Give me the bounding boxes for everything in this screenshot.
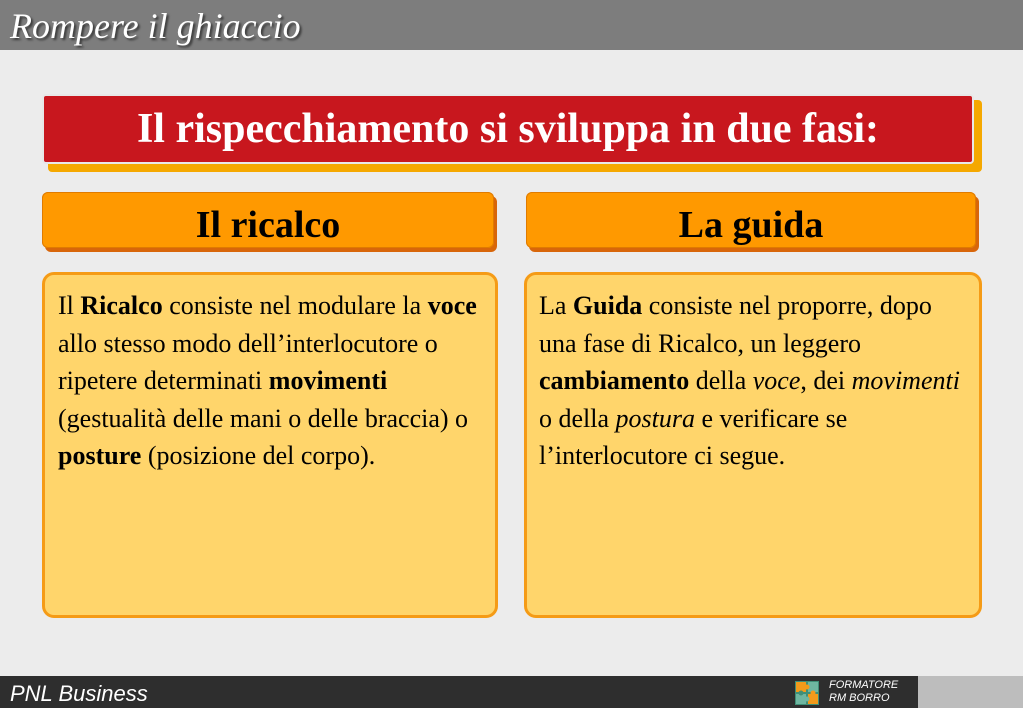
puzzle-icon bbox=[795, 681, 819, 705]
body-text: (posizione del corpo). bbox=[141, 441, 376, 470]
body-text-bold: movimenti bbox=[268, 366, 388, 395]
body-text-bold: cambiamento bbox=[539, 366, 690, 395]
footer-credit bbox=[829, 679, 898, 705]
column-heading-ricalco bbox=[42, 192, 494, 248]
footer-brand: PNL Business bbox=[10, 681, 148, 706]
headline-text: Il rispecchiamento si sviluppa in due fasi: bbox=[136, 106, 880, 152]
column-heading-label: La guida bbox=[678, 204, 824, 246]
footer-right-panel bbox=[918, 676, 1023, 708]
credit-line-2: RM BORRO bbox=[829, 692, 890, 704]
body-text-italic: movimenti bbox=[851, 366, 960, 395]
body-text: e verificare se l’interlocutore ci segue. bbox=[539, 403, 848, 470]
headline-banner bbox=[42, 94, 974, 164]
body-text: Il bbox=[58, 291, 81, 320]
body-text-bold: posture bbox=[58, 441, 142, 470]
body-text: consiste nel modulare la bbox=[162, 291, 428, 320]
column-heading-label: Il ricalco bbox=[195, 204, 341, 246]
body-text: allo stesso modo dell’interlocutore o ripetere determinati bbox=[58, 328, 438, 395]
body-text: o della bbox=[539, 403, 616, 433]
column-heading-guida bbox=[526, 192, 976, 248]
body-text: La bbox=[539, 291, 573, 320]
body-text: consiste nel proporre, dopo una fase di Ricalco, un leggero bbox=[539, 291, 932, 358]
slide-title: Rompere il ghiaccio bbox=[10, 6, 301, 46]
body-text-italic: voce bbox=[752, 366, 801, 395]
description-card-guida bbox=[524, 272, 982, 618]
body-text-bold: Ricalco bbox=[80, 291, 163, 320]
title-bar bbox=[0, 0, 1023, 50]
body-text-bold: voce bbox=[427, 291, 477, 320]
description-card-ricalco bbox=[42, 272, 498, 618]
body-text: della bbox=[689, 366, 753, 395]
body-text: (gestualità delle mani o delle braccia) o bbox=[58, 403, 469, 433]
credit-line-1: FORMATORE bbox=[829, 679, 899, 691]
body-text: , dei bbox=[800, 366, 852, 395]
body-text-italic: postura bbox=[615, 403, 695, 433]
body-text-bold: Guida bbox=[572, 291, 643, 320]
